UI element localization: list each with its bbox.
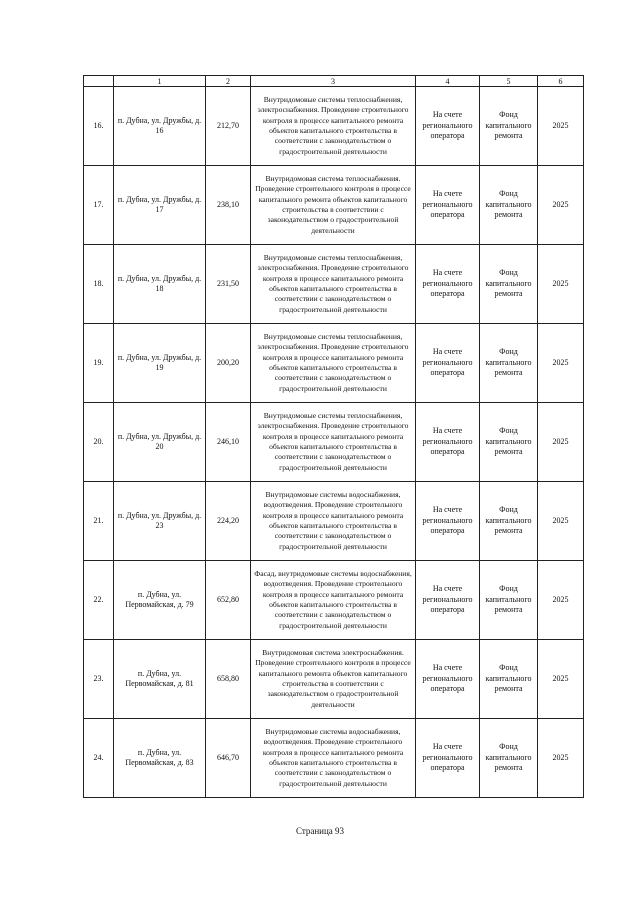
source-cell: Фонд капитального ремонта <box>480 87 538 166</box>
area-cell: 246,10 <box>206 403 251 482</box>
row-number: 17. <box>84 166 114 245</box>
source-cell: Фонд капитального ремонта <box>480 403 538 482</box>
header-cell: 2 <box>206 76 251 87</box>
area-cell: 646,70 <box>206 719 251 798</box>
address-cell: п. Дубна, ул. Дружбы, д. 23 <box>114 482 206 561</box>
table-row <box>84 640 584 719</box>
table-row <box>84 561 584 640</box>
year-cell: 2025 <box>538 482 584 561</box>
source-cell: Фонд капитального ремонта <box>480 640 538 719</box>
table-row <box>84 482 584 561</box>
address-cell: п. Дубна, ул. Первомайская, д. 83 <box>114 719 206 798</box>
address-cell: п. Дубна, ул. Дружбы, д. 16 <box>114 87 206 166</box>
source-cell: Фонд капитального ремонта <box>480 561 538 640</box>
area-cell: 652,80 <box>206 561 251 640</box>
row-number: 19. <box>84 324 114 403</box>
page-number: Страница 93 <box>295 826 345 836</box>
address-cell: п. Дубна, ул. Дружбы, д. 18 <box>114 245 206 324</box>
table-row <box>84 403 584 482</box>
year-cell: 2025 <box>538 324 584 403</box>
year-cell: 2025 <box>538 87 584 166</box>
source-cell: Фонд капитального ремонта <box>480 324 538 403</box>
method-cell: На счете регионального оператора <box>416 403 480 482</box>
year-cell: 2025 <box>538 403 584 482</box>
area-cell: 231,50 <box>206 245 251 324</box>
address-cell: п. Дубна, ул. Дружбы, д. 20 <box>114 403 206 482</box>
source-cell: Фонд капитального ремонта <box>480 482 538 561</box>
address-cell: п. Дубна, ул. Дружбы, д. 19 <box>114 324 206 403</box>
year-cell: 2025 <box>538 719 584 798</box>
year-cell: 2025 <box>538 245 584 324</box>
header-cell: 3 <box>251 76 416 87</box>
row-number: 22. <box>84 561 114 640</box>
source-cell: Фонд капитального ремонта <box>480 245 538 324</box>
capital-repair-table <box>83 75 584 798</box>
header-cell: 4 <box>416 76 480 87</box>
works-cell: Внутридомовые системы водоснабжения, водоотведения. Проведение строительного контроля в процессе капитального ремонта объектов капитального строительства в соответствии с законодательством о градостроительной деятельности <box>251 719 416 798</box>
method-cell: На счете регионального оператора <box>416 482 480 561</box>
works-cell: Внутридомовые системы теплоснабжения, электроснабжения. Проведение строительного контроля в процессе капитального ремонта объектов капитального строительства в соответствии с законодательством о градостроительной деятельности <box>251 324 416 403</box>
works-cell: Внутридомовая система теплоснабжения. Проведение строительного контроля в процессе капитального ремонта объектов капитального строительства в соответствии с законодательством о градостроительной деятельности <box>251 166 416 245</box>
year-cell: 2025 <box>538 561 584 640</box>
row-number: 16. <box>84 87 114 166</box>
works-cell: Фасад, внутридомовые системы водоснабжения, водоотведения. Проведение строительного контроля в процессе капитального ремонта объектов капитального строительства в соответствии с законодательством о градостроительной деятельности <box>251 561 416 640</box>
table-row <box>84 87 584 166</box>
address-cell: п. Дубна, ул. Первомайская, д. 81 <box>114 640 206 719</box>
row-number: 20. <box>84 403 114 482</box>
header-cell: 1 <box>114 76 206 87</box>
method-cell: На счете регионального оператора <box>416 245 480 324</box>
address-cell: п. Дубна, ул. Дружбы, д. 17 <box>114 166 206 245</box>
year-cell: 2025 <box>538 640 584 719</box>
table-row <box>84 719 584 798</box>
address-cell: п. Дубна, ул. Первомайская, д. 79 <box>114 561 206 640</box>
area-cell: 238,10 <box>206 166 251 245</box>
table-row <box>84 166 584 245</box>
header-row <box>84 76 584 87</box>
works-cell: Внутридомовые системы теплоснабжения, электроснабжения. Проведение строительного контроля в процессе капитального ремонта объектов капитального строительства в соответствии с законодательством о градостроительной деятельности <box>251 245 416 324</box>
method-cell: На счете регионального оператора <box>416 87 480 166</box>
year-cell: 2025 <box>538 166 584 245</box>
header-cell: 6 <box>538 76 584 87</box>
source-cell: Фонд капитального ремонта <box>480 166 538 245</box>
method-cell: На счете регионального оператора <box>416 166 480 245</box>
row-number: 24. <box>84 719 114 798</box>
row-number: 18. <box>84 245 114 324</box>
method-cell: На счете регионального оператора <box>416 719 480 798</box>
table-row <box>84 324 584 403</box>
source-cell: Фонд капитального ремонта <box>480 719 538 798</box>
works-cell: Внутридомовые системы водоснабжения, водоотведения. Проведение строительного контроля в процессе капитального ремонта объектов капитального строительства в соответствии с законодательством о градостроительной деятельности <box>251 482 416 561</box>
area-cell: 212,70 <box>206 87 251 166</box>
method-cell: На счете регионального оператора <box>416 324 480 403</box>
table-row <box>84 245 584 324</box>
works-cell: Внутридомовая система электроснабжения. Проведение строительного контроля в процессе капитального ремонта объектов капитального строительства в соответствии с законодательством о градостроительной деятельности <box>251 640 416 719</box>
method-cell: На счете регионального оператора <box>416 640 480 719</box>
row-number: 21. <box>84 482 114 561</box>
header-cell: 5 <box>480 76 538 87</box>
header-cell-num <box>84 76 114 87</box>
area-cell: 200,20 <box>206 324 251 403</box>
row-number: 23. <box>84 640 114 719</box>
area-cell: 224,20 <box>206 482 251 561</box>
method-cell: На счете регионального оператора <box>416 561 480 640</box>
area-cell: 658,80 <box>206 640 251 719</box>
works-cell: Внутридомовые системы теплоснабжения, электроснабжения. Проведение строительного контроля в процессе капитального ремонта объектов капитального строительства в соответствии с законодательством о градостроительной деятельности <box>251 87 416 166</box>
works-cell: Внутридомовые системы теплоснабжения, электроснабжения. Проведение строительного контроля в процессе капитального ремонта объектов капитального строительства в соответствии с законодательством о градостроительной деятельности <box>251 403 416 482</box>
